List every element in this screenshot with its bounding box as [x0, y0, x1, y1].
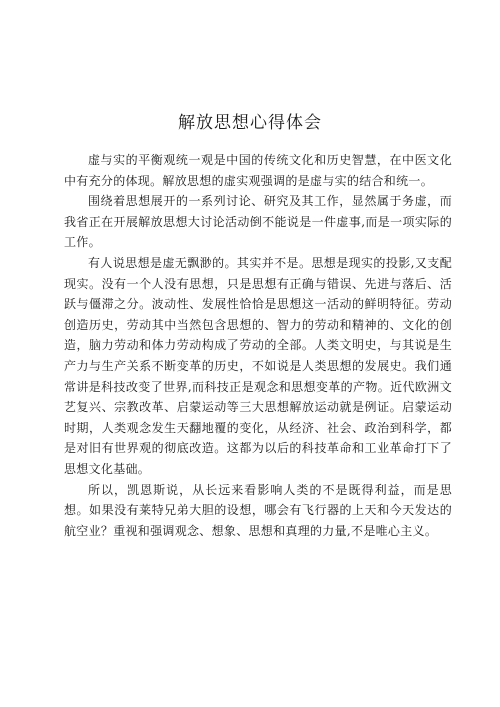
document-title: 解放思想心得体会: [178, 113, 322, 133]
paragraph-2: 围绕着思想展开的一系列讨论、研究及其工作，显然属于务虚，而我省正在开展解放思想大讨论活动倒不能说是一件虚事,而是一项实际的工作。: [64, 194, 452, 250]
paragraph-1: 虚与实的平衡观统一观是中国的传统文化和历史智慧，在中医文化中有充分的体现。解放思想的虚实观强调的是虚与实的结合和统一。: [64, 153, 452, 188]
paragraph-4: 所以，凯恩斯说，从长远来看影响人类的不是既得利益，而是思想。如果没有莱特兄弟大胆的设想，哪会有飞行器的上天和今天发达的航空业？重视和强调观念、想象、思想和真理的力量,不是唯心主义。: [64, 482, 452, 538]
document-body: [64, 150, 452, 541]
paragraph-3: 有人说思想是虚无飘渺的。其实并不是。思想是现实的投影,又支配现实。没有一个人没有思想，只是思想有正确与错误、先进与落后、活跃与僵滞之分。波动性、发展性恰恰是思想这一活动的鲜明特征。劳动创造历史，劳动其中当然包含思想的、智力的劳动和精神的、文化的创造，脑力劳动和体力劳动构成了劳动的全部。人类文明史，与其说是生产力与生产关系不断变革的历史，不如说是人类思想的发展史。我们通常讲是科技改变了世界,而科技正是观念和思想变革的产物。近代欧洲文艺复兴、宗教改革、启蒙运动等三大思想解放运动就是例证。启蒙运动时期，人类观念发生天翻地覆的变化，从经济、社会、政治到科学，都是对旧有世界观的彻底改造。这都为以后的科技革命和工业革命打下了思想文化基础。: [64, 255, 452, 476]
